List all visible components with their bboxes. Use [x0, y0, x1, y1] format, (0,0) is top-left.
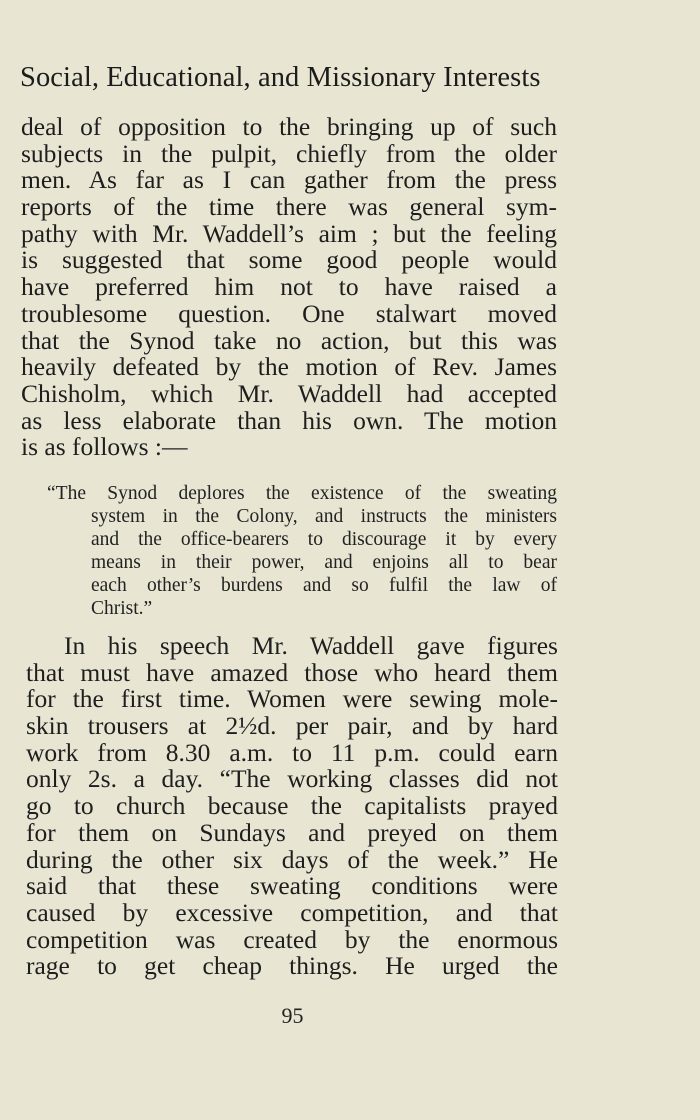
paragraph-continued — [21, 114, 557, 461]
text-line: that the Synod take no action, but this was — [21, 325, 557, 355]
text-line: during the other six days of the week.” He — [26, 844, 558, 874]
text-line: for them on Sundays and preyed on them — [26, 817, 558, 847]
text-line: heavily defeated by the motion of Rev. James — [21, 352, 557, 382]
running-head: Social, Educational, and Missionary Interests — [20, 62, 541, 93]
page-number: 95 — [281, 1003, 304, 1028]
text-line: men. As far as I can gather from the press — [21, 165, 557, 195]
text-line: that must have amazed those who heard them — [26, 657, 558, 687]
text-line: work from 8.30 a.m. to 11 p.m. could earn — [26, 737, 558, 767]
text-line: as less elaborate than his own. The motion — [21, 405, 557, 435]
paragraph-speech — [26, 633, 558, 980]
text-line: reports of the time there was general sym- — [21, 192, 557, 222]
quote-line: Christ.” — [91, 598, 153, 619]
text-line: competition was created by the enormous — [26, 924, 558, 954]
text-line: deal of opposition to the bringing up of such — [21, 112, 557, 141]
text-line: Chisholm, which Mr. Waddell had accepted — [21, 378, 557, 408]
quote-line: “The Synod deplores the existence of the sweating — [47, 483, 557, 504]
text-line: subjects in the pulpit, chiefly from the older — [21, 138, 557, 168]
text-line: go to church because the capitalists prayed — [26, 791, 558, 821]
quote-line: and the office-bearers to discourage it by every — [91, 529, 557, 550]
text-line: for the first time. Women were sewing mole- — [26, 684, 558, 714]
quote-line: means in their power, and enjoins all to bear — [91, 552, 557, 573]
text-line: have preferred him not to have raised a — [21, 272, 557, 302]
text-line: said that these sweating conditions were — [26, 871, 558, 901]
text-line: rage to get cheap things. He urged the — [26, 951, 558, 981]
text-line: troublesome question. One stalwart moved — [21, 298, 557, 328]
text-line: only 2s. a day. “The working classes did not — [26, 764, 558, 794]
text-line: In his speech Mr. Waddell gave figures — [64, 631, 558, 660]
quote-line: system in the Colony, and instructs the ministers — [91, 506, 557, 527]
text-line: is as follows :— — [21, 432, 188, 462]
synod-motion-quotation — [21, 482, 557, 620]
text-line: caused by excessive competition, and that — [26, 897, 558, 927]
quote-line: each other’s burdens and so fulfil the law of — [91, 575, 557, 596]
text-line: pathy with Mr. Waddell’s aim ; but the feeling — [21, 218, 557, 248]
text-line: is suggested that some good people would — [21, 245, 557, 275]
text-line: skin trousers at 2½d. per pair, and by hard — [26, 711, 558, 741]
